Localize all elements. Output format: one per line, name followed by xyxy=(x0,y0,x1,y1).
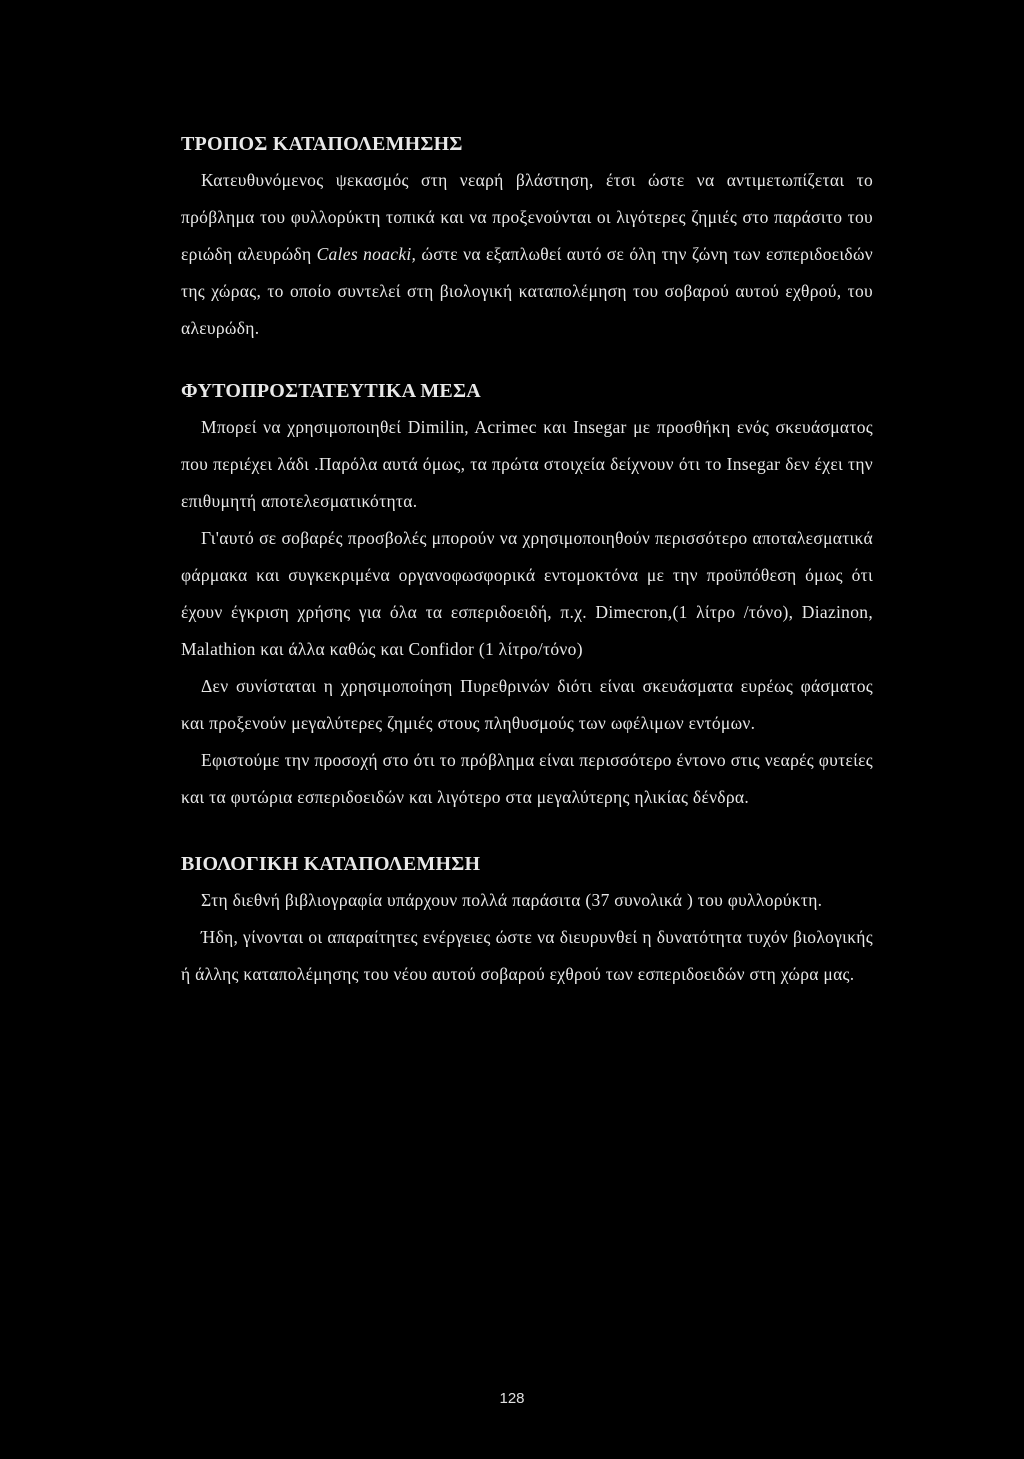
species-name: Cales noacki, xyxy=(316,244,417,264)
section-heading-control-method: ΤΡΟΠΟΣ ΚΑΤΑΠΟΛΕΜΗΣΗΣ xyxy=(181,133,463,155)
document-page xyxy=(181,126,873,993)
paragraph-plant-protection-1: Μπορεί να χρησιμοποιηθεί Dimilin, Acrimec και Insegar με προσθήκη ενός σκευάσματος που περιέχει λάδι .Παρόλα αυτά όμως, τα πρώτα στοιχεία δείχνουν ότι το Insegar δεν έχει την επιθυμητή αποτελεσματικότητα. xyxy=(181,417,873,511)
paragraph-text: ώστε να εξαπλωθεί αυτό σε όλη την ζώνη των εσπεριδοειδών της χώρας, το οποίο συντελεί στη βιολογική καταπολέμηση του σοβαρού αυτού εχθρού, του αλευρώδη. xyxy=(181,244,873,338)
section-heading-biological-control: ΒΙΟΛΟΓΙΚΗ ΚΑΤΑΠΟΛΕΜΗΣΗ xyxy=(181,853,481,875)
paragraph-control-method xyxy=(181,162,873,347)
paragraph-plant-protection-4: Εφιστούμε την προσοχή στο ότι το πρόβλημα είναι περισσότερο έντονο στις νεαρές φυτείες και τα φυτώρια εσπεριδοειδών και λιγότερο στα μεγαλύτερης ηλικίας δένδρα. xyxy=(181,750,873,807)
paragraph-text: Κατευθυνόμενος ψεκασμός στη νεαρή βλάστηση, έτσι ώστε να αντιμετωπίζεται το πρόβλημα του φυλλορύκτη τοπικά και να προξενούνται οι λιγότερες ζημιές στο παράσιτο του εριώδη αλευρώδη xyxy=(181,170,873,264)
section-heading-plant-protection: ΦΥΤΟΠΡΟΣΤΑΤΕΥΤΙΚΑ ΜΕΣΑ xyxy=(181,380,481,402)
page-number: 128 xyxy=(499,1390,525,1407)
paragraph-biological-control-1: Στη διεθνή βιβλιογραφία υπάρχουν πολλά παράσιτα (37 συνολικά ) του φυλλορύκτη. xyxy=(201,890,823,910)
paragraph-biological-control-2: Ήδη, γίνονται οι απαραίτητες ενέργειες ώστε να διευρυνθεί η δυνατότητα τυχόν βιολογικής ή άλλης καταπολέμησης του νέου αυτού σοβαρού εχθρού των εσπεριδοειδών στη χώρα μας. xyxy=(181,927,873,984)
paragraph-plant-protection-3: Δεν συνίσταται η χρησιμοποίηση Πυρεθρινών διότι είναι σκευάσματα ευρέως φάσματος και προξενούν μεγαλύτερες ζημιές στους πληθυσμούς των ωφέλιμων εντόμων. xyxy=(181,676,873,733)
paragraph-plant-protection-2: Γι'αυτό σε σοβαρές προσβολές μπορούν να χρησιμοποιηθούν περισσότερο αποταλεσματικά φάρμακα και συγκεκριμένα οργανοφωσφορικά εντομοκτόνα με την προϋπόθεση όμως ότι έχουν έγκριση χρήσης για όλα τα εσπεριδοειδή, π.χ. Dimecron,(1 λίτρο /τόνο), Diazinon, Malathion και άλλα καθώς και Confidor (1 λίτρο/τόνο) xyxy=(181,528,873,659)
